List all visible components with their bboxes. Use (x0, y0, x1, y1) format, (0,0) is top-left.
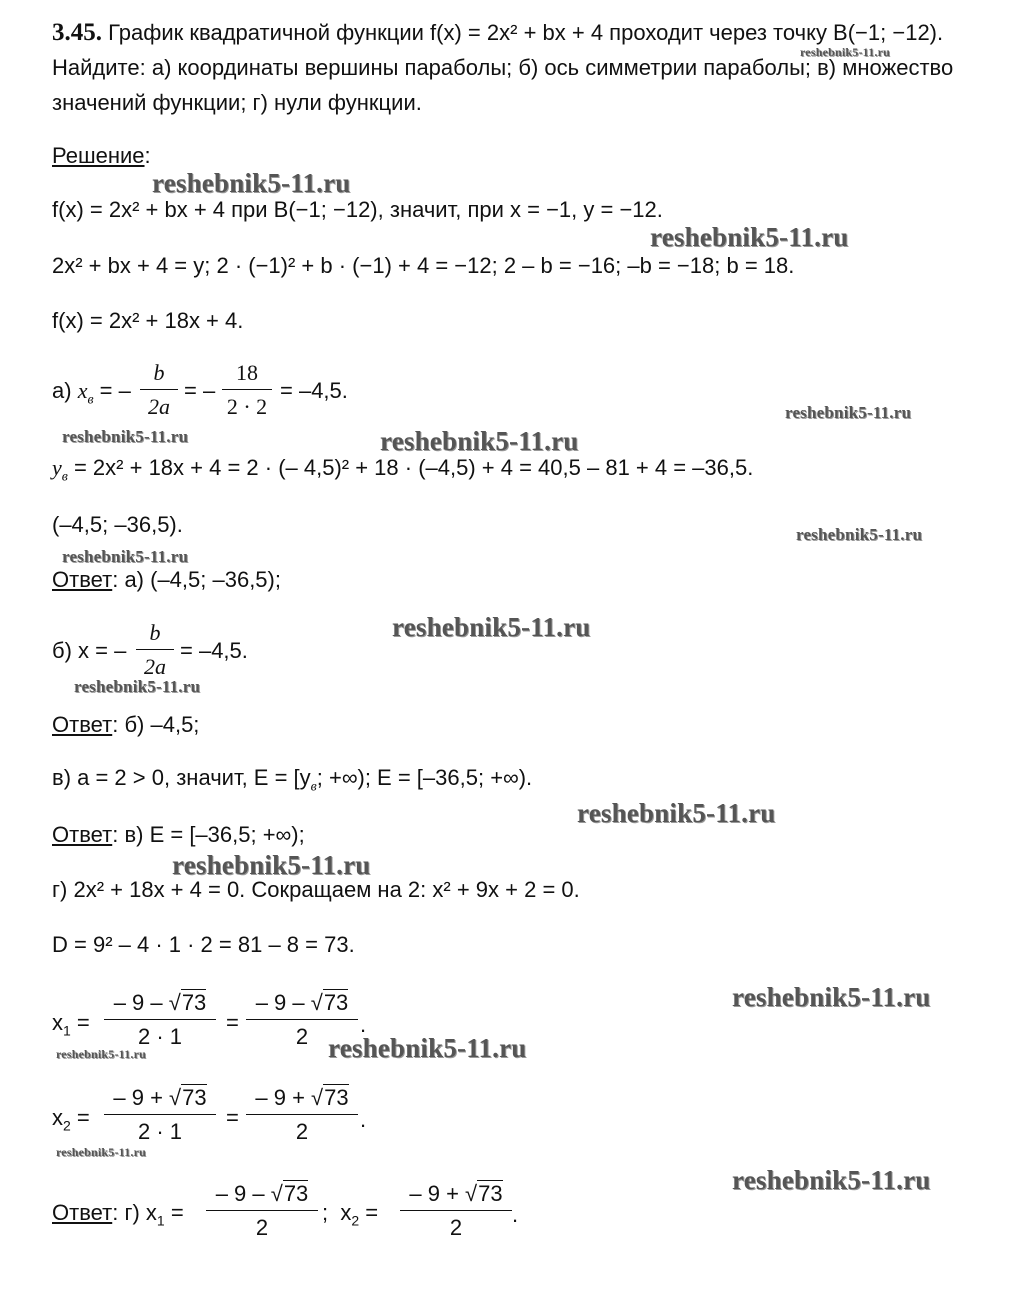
watermark: reshebnik5-11.ru (62, 427, 189, 446)
answer-g-dot: . (512, 1202, 519, 1227)
part-a-fraction-2: 18 2 · 2 (222, 360, 272, 420)
problem-text-1: График квадратичной функции f(x) = 2x² + bx + 4 проходит через точку B(−1; −12). (108, 20, 944, 45)
root-x1-dot: . (360, 1012, 367, 1037)
root-x1-label: $x_1$ = (52, 1010, 90, 1039)
answer-g-fraction-1: – 9 – √73 2 (206, 1181, 318, 1241)
watermark: reshebnik5-11.ru (380, 426, 579, 456)
answer-a: Ответ: а) (–4,5; –36,5); (52, 567, 281, 592)
watermark: reshebnik5-11.ru (785, 403, 912, 422)
part-a-eq2: = – (184, 378, 216, 403)
root-x2-fraction-2: – 9 + √73 2 (246, 1085, 358, 1145)
root-x2-dot: . (360, 1107, 367, 1132)
watermark: reshebnik5-11.ru (172, 850, 371, 880)
watermark: reshebnik5-11.ru (650, 222, 849, 252)
watermark: reshebnik5-11.ru (328, 1033, 527, 1063)
watermark: reshebnik5-11.ru (577, 798, 776, 828)
watermark: reshebnik5-11.ru (56, 1145, 146, 1159)
part-a-fraction-1: b 2a (140, 360, 178, 420)
root-x1-fraction-2: – 9 – √73 2 (246, 990, 358, 1050)
step-substitution: 2x² + bx + 4 = y; 2 · (−1)² + b · (−1) + 4 = −12; 2 – b = −16; –b = −18; b = 18. (52, 253, 795, 278)
problem-statement-line2: Найдите: а) координаты вершины параболы; б) ось симметрии параболы; в) множество (52, 55, 954, 80)
part-a-yv-line: $y_в = 2x^2 + 18x + 4 = 2$ · (– 4,5)² + 18 · (–4,5) + 4 = 40,5 – 81 + 4 = –36,5. (52, 455, 754, 485)
watermark: reshebnik5-11.ru (152, 168, 351, 198)
problem-statement-line3: значений функции; г) нули функции. (52, 90, 422, 115)
watermark: reshebnik5-11.ru (800, 45, 890, 59)
problem-number: 3.45. (52, 19, 102, 46)
solution-heading: Решение: (52, 143, 151, 168)
watermark: reshebnik5-11.ru (62, 547, 189, 566)
root-x1-fraction-1: – 9 – √73 2 · 1 (104, 990, 216, 1050)
part-a-xv-label: а) $x_в$ = – (52, 378, 131, 408)
watermark: reshebnik5-11.ru (732, 1165, 931, 1195)
answer-g: Ответ: г) $x_1$ = (52, 1200, 184, 1229)
watermark: reshebnik5-11.ru (74, 677, 201, 696)
problem-statement-line1 (52, 20, 943, 46)
part-v-line: в) a = 2 > 0, значит, $E = [y_в$; +∞); E = [–36,5; +∞). (52, 765, 533, 795)
root-x2-fraction-1: – 9 + √73 2 · 1 (104, 1085, 216, 1145)
discriminant-line: D = 9² – 4 · 1 · 2 = 81 – 8 = 73. (52, 932, 355, 957)
answer-g-fraction-2: – 9 + √73 2 (400, 1181, 512, 1241)
watermark: reshebnik5-11.ru (732, 982, 931, 1012)
part-a-vertex-point: (–4,5; –36,5). (52, 512, 183, 537)
answer-v: Ответ: в) E = [–36,5; +∞); (52, 822, 305, 847)
step-function: f(x) = 2x² + 18x + 4. (52, 308, 244, 333)
part-b-fraction: b 2a (136, 620, 174, 680)
part-b-label: б) x = – (52, 638, 127, 663)
answer-b: Ответ: б) –4,5; (52, 712, 200, 737)
part-b-result: = –4,5. (180, 638, 248, 663)
root-x2-label: $x_2$ = (52, 1105, 90, 1134)
watermark: reshebnik5-11.ru (796, 525, 923, 544)
part-a-xv-result: = –4,5. (280, 378, 348, 403)
part-g-equation: г) 2x² + 18x + 4 = 0. Сокращаем на 2: x² + 9x + 2 = 0. (52, 877, 580, 902)
watermark: reshebnik5-11.ru (56, 1047, 146, 1061)
answer-g-x2-label: ; $x_2$ = (322, 1200, 379, 1229)
step-given: f(x) = 2x² + bx + 4 при B(−1; −12), значит, при x = −1, y = −12. (52, 197, 663, 222)
root-x1-eq: = (226, 1010, 239, 1035)
watermark: reshebnik5-11.ru (392, 612, 591, 642)
root-x2-eq: = (226, 1105, 239, 1130)
